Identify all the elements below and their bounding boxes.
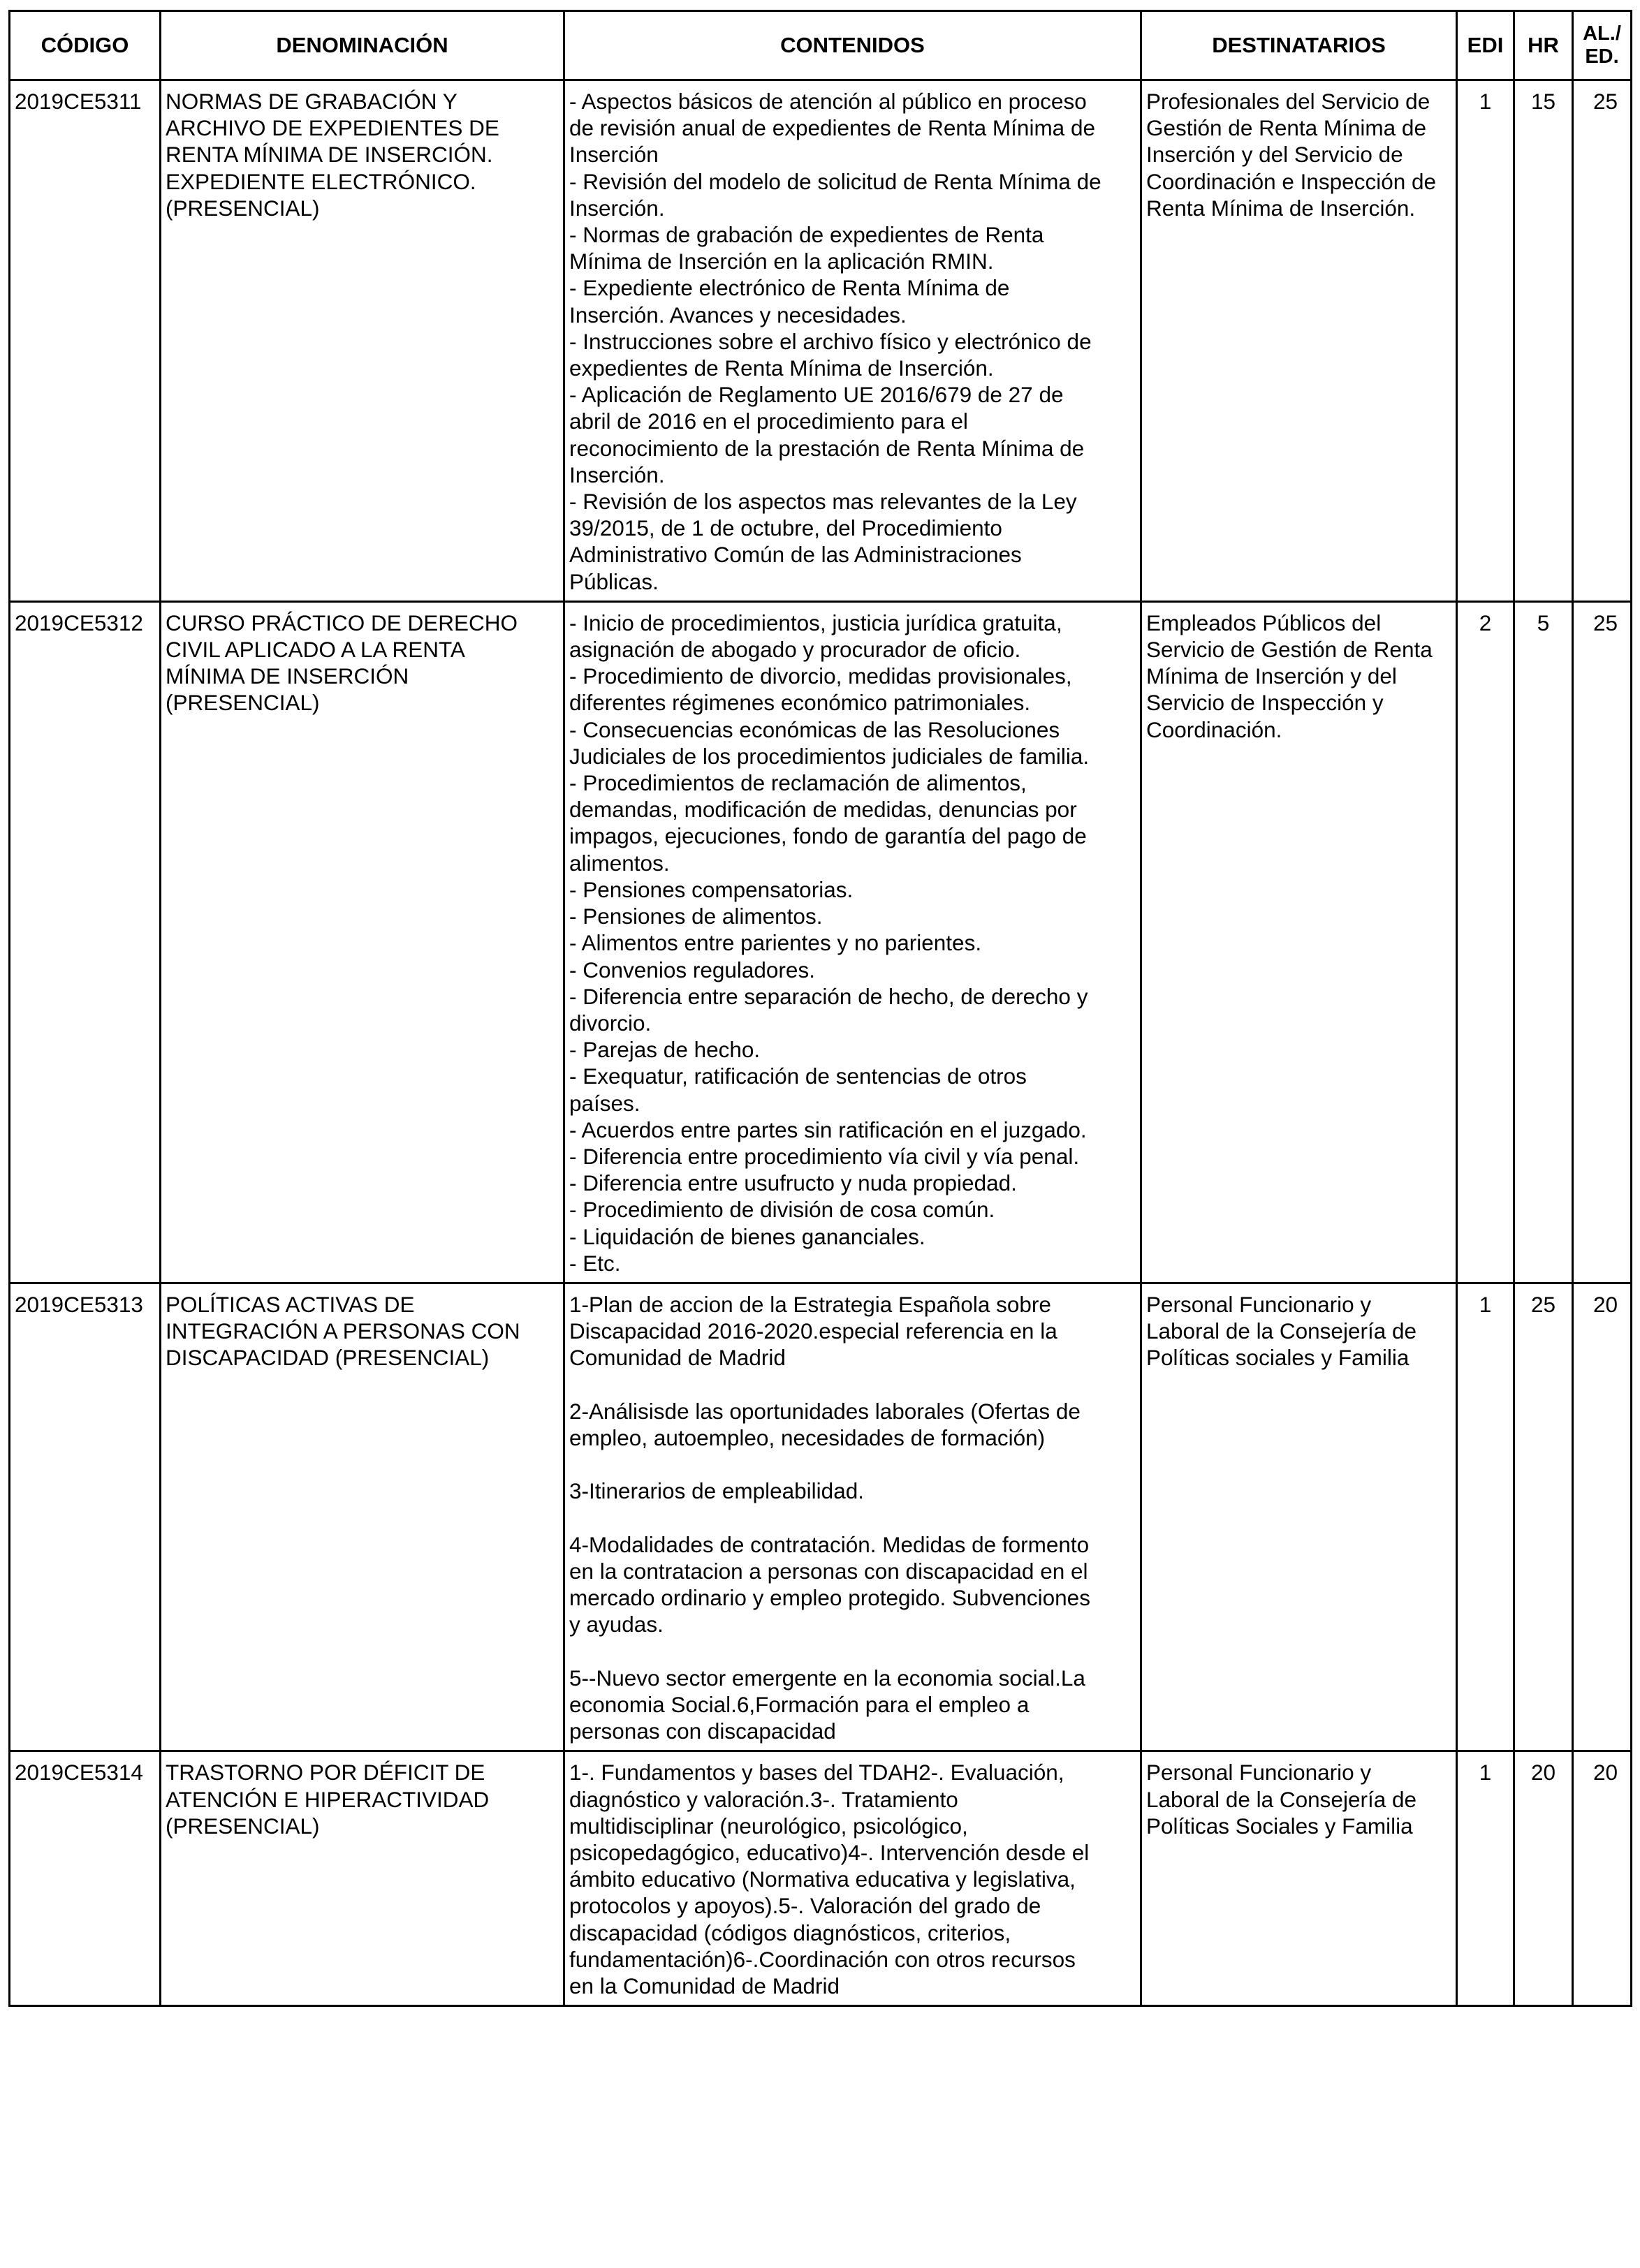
cell-destinatarios	[1141, 80, 1457, 602]
cell-codigo: 2019CE5311	[10, 80, 161, 602]
text-line: - Instrucciones sobre el archivo físico y electrónico de	[569, 328, 1092, 354]
text-line: 2-Análisisde las oportunidades laborales (Ofertas de	[569, 1398, 1081, 1424]
text-line: - Revisión del modelo de solicitud de Renta Mínima de	[569, 168, 1101, 194]
cell-denominacion	[161, 80, 564, 602]
text-line: Inserción.	[569, 195, 665, 221]
text-line: - Diferencia entre usufructo y nuda propiedad.	[569, 1170, 1017, 1196]
header-codigo: CÓDIGO	[10, 11, 161, 80]
text-line: ATENCIÓN E HIPERACTIVIDAD	[166, 1786, 490, 1812]
blank-line	[569, 1371, 1136, 1398]
text-line: - Expediente electrónico de Renta Mínima de	[569, 275, 1010, 301]
text-line: asignación de abogado y procurador de oficio.	[569, 637, 1021, 663]
text-line: - Aplicación de Reglamento UE 2016/679 de 27 de	[569, 382, 1064, 408]
text-line: NORMAS DE GRABACIÓN Y	[166, 89, 457, 114]
header-contenidos: CONTENIDOS	[564, 11, 1141, 80]
text-line: mercado ordinario y empleo protegido. Subvenciones	[569, 1585, 1090, 1611]
text-line: en la Comunidad de Madrid	[569, 1973, 840, 1998]
text-line: divorcio.	[569, 1010, 652, 1036]
blank-line	[569, 1505, 1136, 1531]
cell-edi: 1	[1457, 1283, 1514, 1751]
header-alumnos-line2: ED.	[1585, 45, 1619, 68]
text-line: Gestión de Renta Mínima de	[1146, 115, 1426, 141]
text-line: Coordinación.	[1146, 716, 1282, 742]
text-line: países.	[569, 1090, 640, 1116]
cell-denominacion	[161, 1283, 564, 1751]
cell-alumnos: 25	[1573, 601, 1632, 1283]
cell-codigo: 2019CE5314	[10, 1751, 161, 2006]
text-line: 5--Nuevo sector emergente en la economia social.La	[569, 1665, 1085, 1691]
text-line: - Normas de grabación de expedientes de Renta	[569, 222, 1044, 248]
text-line: Inserción	[569, 142, 659, 168]
cell-contenidos	[564, 80, 1141, 602]
text-line: expedientes de Renta Mínima de Inserción.	[569, 355, 994, 381]
text-line: personas con discapacidad	[569, 1718, 836, 1744]
text-line: alimentos.	[569, 850, 670, 876]
text-line: de revisión anual de expedientes de Renta Mínima de	[569, 115, 1095, 141]
text-line: psicopedagógico, educativo)4-. Intervención desde el	[569, 1839, 1090, 1865]
cell-contenidos	[564, 1283, 1141, 1751]
text-line: - Inicio de procedimientos, justicia jurídica gratuita,	[569, 610, 1062, 635]
cell-hr: 25	[1514, 1283, 1573, 1751]
text-line: Administrativo Común de las Administraciones	[569, 542, 1022, 568]
text-line: Mínima de Inserción en la aplicación RMIN.	[569, 249, 994, 274]
text-line: 3-Itinerarios de empleabilidad.	[569, 1478, 864, 1504]
text-line: (PRESENCIAL)	[166, 690, 320, 716]
text-line: Inserción. Avances y necesidades.	[569, 302, 907, 327]
text-line: empleo, autoempleo, necesidades de formación)	[569, 1424, 1046, 1450]
text-line: Discapacidad 2016-2020.especial referencia en la	[569, 1318, 1057, 1344]
text-line: (PRESENCIAL)	[166, 1813, 320, 1839]
cell-contenidos	[564, 601, 1141, 1283]
header-hr: HR	[1514, 11, 1573, 80]
text-line: Renta Mínima de Inserción.	[1146, 195, 1416, 221]
text-line: Laboral de la Consejería de	[1146, 1318, 1417, 1344]
text-line: Personal Funcionario y	[1146, 1760, 1372, 1785]
text-line: Judiciales de los procedimientos judiciales de familia.	[569, 743, 1090, 769]
cell-hr: 15	[1514, 80, 1573, 602]
cell-edi: 1	[1457, 1751, 1514, 2006]
text-line: Inserción y del Servicio de	[1146, 142, 1403, 168]
text-line: - Procedimientos de reclamación de alimentos,	[569, 770, 1027, 796]
text-line: diagnóstico y valoración.3-. Tratamiento	[569, 1786, 958, 1812]
table-body	[10, 80, 1632, 2006]
text-line: - Parejas de hecho.	[569, 1037, 761, 1063]
table-row	[10, 1751, 1632, 2006]
text-line: Empleados Públicos del	[1146, 610, 1382, 635]
text-line: - Convenios reguladores.	[569, 957, 815, 982]
header-alumnos	[1573, 11, 1632, 80]
text-line: protocolos y apoyos).5-. Valoración del grado de	[569, 1893, 1041, 1919]
cell-destinatarios	[1141, 1283, 1457, 1751]
cell-hr: 5	[1514, 601, 1573, 1283]
text-line: POLÍTICAS ACTIVAS DE	[166, 1291, 415, 1317]
text-line: en la contratacion a personas con discapacidad en el	[569, 1558, 1088, 1584]
text-line: Laboral de la Consejería de	[1146, 1786, 1417, 1812]
cell-edi: 1	[1457, 80, 1514, 602]
text-line: multidisciplinar (neurológico, psicológico,	[569, 1813, 968, 1839]
text-line: TRASTORNO POR DÉFICIT DE	[166, 1760, 485, 1785]
table-row	[10, 1283, 1632, 1751]
text-line: Servicio de Gestión de Renta	[1146, 637, 1433, 663]
text-line: - Diferencia entre separación de hecho, de derecho y	[569, 983, 1088, 1009]
text-line: - Etc.	[569, 1250, 621, 1276]
blank-line	[569, 1638, 1136, 1665]
cell-alumnos: 25	[1573, 80, 1632, 602]
text-line: 39/2015, de 1 de octubre, del Procedimiento	[569, 515, 1002, 541]
cell-denominacion	[161, 601, 564, 1283]
text-line: economia Social.6,Formación para el empleo a	[569, 1691, 1030, 1717]
text-line: Servicio de Inspección y	[1146, 690, 1384, 716]
cell-destinatarios	[1141, 601, 1457, 1283]
text-line: fundamentación)6-.Coordinación con otros recursos	[569, 1946, 1076, 1972]
text-line: diferentes régimenes económico patrimoniales.	[569, 690, 1031, 716]
text-line: - Liquidación de bienes gananciales.	[569, 1223, 925, 1249]
cell-alumnos: 20	[1573, 1283, 1632, 1751]
text-line: (PRESENCIAL)	[166, 195, 320, 221]
text-line: - Acuerdos entre partes sin ratificación en el juzgado.	[569, 1117, 1087, 1142]
text-line: Políticas Sociales y Familia	[1146, 1813, 1413, 1839]
text-line: 1-. Fundamentos y bases del TDAH2-. Evaluación,	[569, 1760, 1064, 1785]
text-line: CURSO PRÁCTICO DE DERECHO	[166, 610, 518, 635]
text-line: y ayudas.	[569, 1612, 664, 1637]
text-line: - Exequatur, ratificación de sentencias de otros	[569, 1063, 1027, 1089]
text-line: - Procedimiento de división de cosa común.	[569, 1197, 995, 1223]
text-line: ARCHIVO DE EXPEDIENTES DE	[166, 115, 499, 141]
header-destinatarios: DESTINATARIOS	[1141, 11, 1457, 80]
text-line: - Alimentos entre parientes y no parientes.	[569, 930, 982, 956]
text-line: - Aspectos básicos de atención al público en proceso	[569, 89, 1087, 114]
text-line: Profesionales del Servicio de	[1146, 89, 1430, 114]
text-line: Mínima de Inserción y del	[1146, 663, 1397, 689]
courses-table	[8, 10, 1632, 2007]
text-line: discapacidad (códigos diagnósticos, criterios,	[569, 1920, 1011, 1945]
text-line: impagos, ejecuciones, fondo de garantía del pago de	[569, 823, 1087, 849]
cell-hr: 20	[1514, 1751, 1573, 2006]
cell-codigo: 2019CE5312	[10, 601, 161, 1283]
text-line: - Pensiones compensatorias.	[569, 876, 854, 902]
text-line: Inserción.	[569, 462, 665, 487]
text-line: - Diferencia entre procedimiento vía civil y vía penal.	[569, 1143, 1080, 1169]
text-line: EXPEDIENTE ELECTRÓNICO.	[166, 168, 476, 194]
text-line: - Consecuencias económicas de las Resoluciones	[569, 716, 1060, 742]
text-line: reconocimiento de la prestación de Renta Mínima de	[569, 435, 1085, 461]
table-row	[10, 80, 1632, 602]
text-line: - Procedimiento de divorcio, medidas provisionales,	[569, 663, 1072, 689]
cell-alumnos: 20	[1573, 1751, 1632, 2006]
text-line: abril de 2016 en el procedimiento para el	[569, 408, 968, 434]
text-line: Coordinación e Inspección de	[1146, 168, 1437, 194]
header-alumnos-line1: AL./	[1583, 22, 1621, 45]
blank-line	[569, 1451, 1136, 1478]
text-line: - Pensiones de alimentos.	[569, 904, 823, 929]
text-line: ámbito educativo (Normativa educativa y legislativa,	[569, 1866, 1076, 1892]
header-row	[10, 11, 1632, 80]
text-line: - Revisión de los aspectos mas relevantes de la Ley	[569, 489, 1077, 515]
cell-edi: 2	[1457, 601, 1514, 1283]
cell-destinatarios	[1141, 1751, 1457, 2006]
text-line: Públicas.	[569, 568, 659, 594]
text-line: CIVIL APLICADO A LA RENTA	[166, 637, 465, 663]
text-line: Políticas sociales y Familia	[1146, 1345, 1410, 1371]
header-edi: EDI	[1457, 11, 1514, 80]
table-row	[10, 601, 1632, 1283]
cell-denominacion	[161, 1751, 564, 2006]
text-line: MÍNIMA DE INSERCIÓN	[166, 663, 409, 689]
text-line: 1-Plan de accion de la Estrategia Española sobre	[569, 1291, 1051, 1317]
text-line: RENTA MÍNIMA DE INSERCIÓN.	[166, 142, 493, 168]
cell-contenidos	[564, 1751, 1141, 2006]
text-line: INTEGRACIÓN A PERSONAS CON	[166, 1318, 520, 1344]
text-line: Comunidad de Madrid	[569, 1345, 786, 1371]
text-line: Personal Funcionario y	[1146, 1291, 1372, 1317]
text-line: demandas, modificación de medidas, denuncias por	[569, 797, 1077, 823]
cell-codigo: 2019CE5313	[10, 1283, 161, 1751]
text-line: 4-Modalidades de contratación. Medidas de formento	[569, 1531, 1090, 1557]
text-line: DISCAPACIDAD (PRESENCIAL)	[166, 1345, 490, 1371]
header-denominacion: DENOMINACIÓN	[161, 11, 564, 80]
